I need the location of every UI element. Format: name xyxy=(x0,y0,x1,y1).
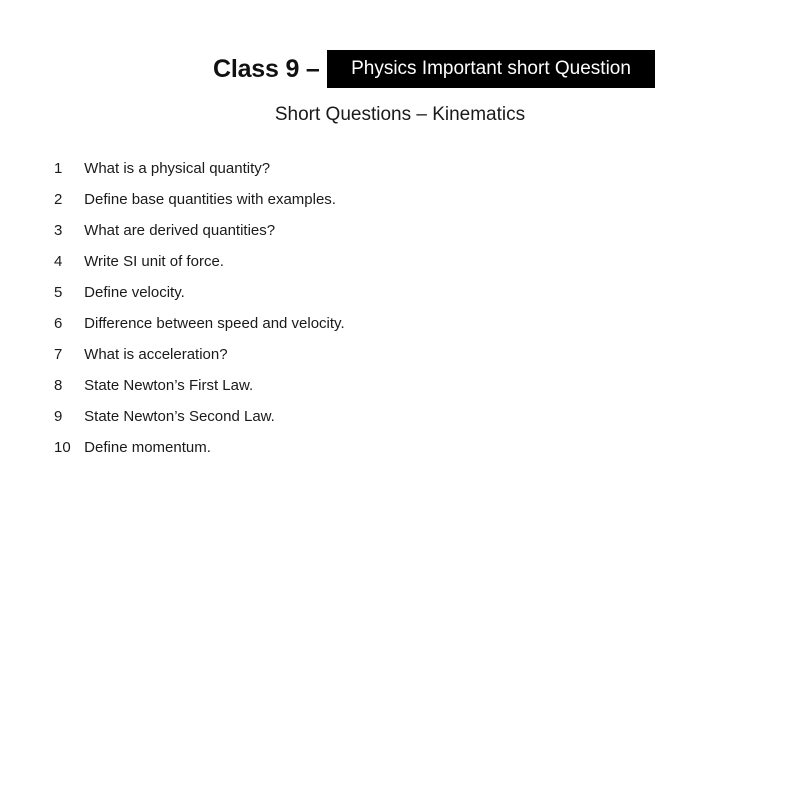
question-number: 1 xyxy=(54,160,63,177)
question-number: 8 xyxy=(54,377,63,394)
page-subtitle: Short Questions – Kinematics xyxy=(274,104,526,125)
question-item xyxy=(54,344,345,375)
question-item xyxy=(54,189,345,220)
question-text: State Newton’s Second Law. xyxy=(84,408,275,425)
question-item xyxy=(54,375,345,406)
question-text: Define velocity. xyxy=(84,284,185,301)
question-text: What is a physical quantity? xyxy=(84,160,271,177)
question-item xyxy=(54,406,345,437)
question-text: Write SI unit of force. xyxy=(84,253,224,270)
question-item xyxy=(54,437,345,468)
question-number: 10 xyxy=(54,439,71,456)
title-class-label: Class 9 – xyxy=(213,55,320,83)
question-number: 2 xyxy=(54,191,63,208)
question-text: What are derived quantities? xyxy=(84,222,276,239)
question-number: 7 xyxy=(54,346,63,363)
question-item xyxy=(54,158,345,189)
question-number: 5 xyxy=(54,284,63,301)
question-number: 4 xyxy=(54,253,63,270)
question-text: What is acceleration? xyxy=(84,346,228,363)
question-number: 3 xyxy=(54,222,63,239)
question-text: Define base quantities with examples. xyxy=(84,191,336,208)
question-text: Difference between speed and velocity. xyxy=(84,315,345,332)
question-text: State Newton’s First Law. xyxy=(84,377,254,394)
question-item xyxy=(54,313,345,344)
question-item xyxy=(54,251,345,282)
question-item xyxy=(54,282,345,313)
title-highlight-banner: Physics Important short Question xyxy=(327,50,655,88)
question-text: Define momentum. xyxy=(84,439,211,456)
page-title xyxy=(0,50,800,88)
question-number: 9 xyxy=(54,408,63,425)
question-list xyxy=(54,158,345,468)
question-number: 6 xyxy=(54,315,63,332)
question-item xyxy=(54,220,345,251)
